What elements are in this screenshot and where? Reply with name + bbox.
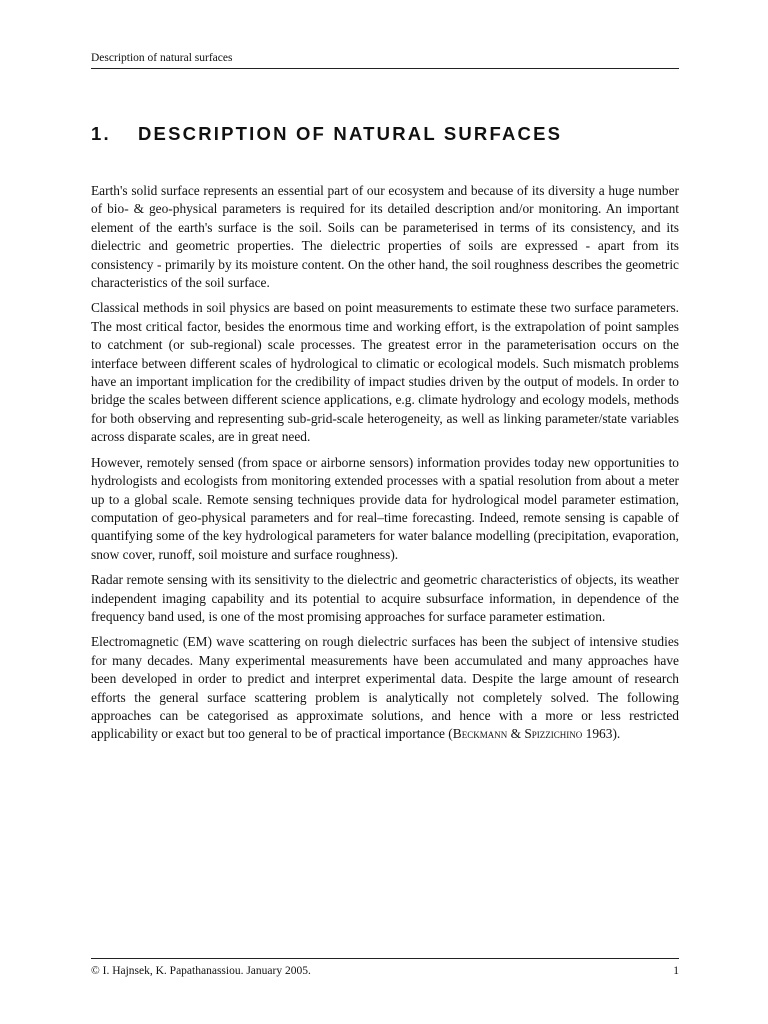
paragraph-1: Earth's solid surface represents an essential part of our ecosystem and because of its diversity a huge number of bio- & geo-physical parameters is required for its detailed description and/or monitoring. An important element of the earth's surface is the soil. Soils can be parameterised in terms of its consistency, and its dielectric and geometric properties. The dielectric properties of soils are expressed - apart from its consistency - primarily by its moisture content. On the other hand, the soil roughness describes the geometric characteristics of the soil surface. <box>91 183 679 291</box>
chapter-number: 1. <box>91 123 111 144</box>
paragraph-2: Classical methods in soil physics are based on point measurements to estimate these two surface parameters. The most critical factor, besides the enormous time and working effort, is the extrapolation of point samples to catchment (or sub-regional) scale processes. The greatest error in the parameterisation occurs on the interface between different scales of hydrological to climatic or ecological models. Such mismatch problems have an important implication for the credibility of impact studies driven by the output of models. In order to bridge the scales between different science applications, e.g. climate hydrology and ecology models, methods for both observing and representing sub-grid-scale heterogeneity, as well as linking parameter/state variables across disparate scales, are in great need. <box>91 300 679 445</box>
page-number: 1 <box>673 965 679 977</box>
chapter-title: DESCRIPTION OF NATURAL SURFACES <box>138 123 563 144</box>
citation-separator: & <box>507 726 525 742</box>
chapter-heading <box>91 122 679 146</box>
citation-author-1: Beckmann <box>452 726 508 742</box>
copyright-notice: © I. Hajnsek, K. Papathanassiou. January 2005. <box>91 965 311 977</box>
citation-year: 1963 <box>582 726 613 742</box>
running-footer <box>91 958 679 979</box>
paragraph-5 <box>91 633 679 743</box>
paragraph-5-closing: ). <box>612 726 621 742</box>
running-header: Description of natural surfaces <box>91 50 679 69</box>
body-text <box>91 182 679 751</box>
paragraph-4: Radar remote sensing with its sensitivity to the dielectric and geometric characteristics of objects, its weather independent imaging capability and its potential to acquire subsurface information, in dependence of the frequency band used, is one of the most promising approaches for surface parameter estimation. <box>91 572 679 624</box>
citation-author-2: Spizzichino <box>524 726 583 742</box>
paragraph-3: However, remotely sensed (from space or airborne sensors) information provides today new opportunities to hydrologists and ecologists from monitoring extended processes with a spatial resolution from about a meter up to a global scale. Remote sensing techniques provide data for hydrological model parameter estimation, computation of geo-physical parameters and for real–time forecasting. Indeed, remote sensing is capable of quantifying some of the key hydrological parameters for water balance modelling (precipitation, evaporation, snow cover, runoff, soil moisture and surface roughness). <box>91 454 679 562</box>
paragraph-5-text: Electromagnetic (EM) wave scattering on rough dielectric surfaces has been the subject of intensive studies for many decades. Many experimental measurements have been accumulated and many approaches have been developed in order to predict and interpret experimental data. Despite the large amount of research efforts the general surface scattering problem is analytically not completely solved. The following approaches can be categorised as approximate solutions, and hence with a more or less restricted applicability or exact but too general to be of practical importance ( <box>91 634 679 742</box>
